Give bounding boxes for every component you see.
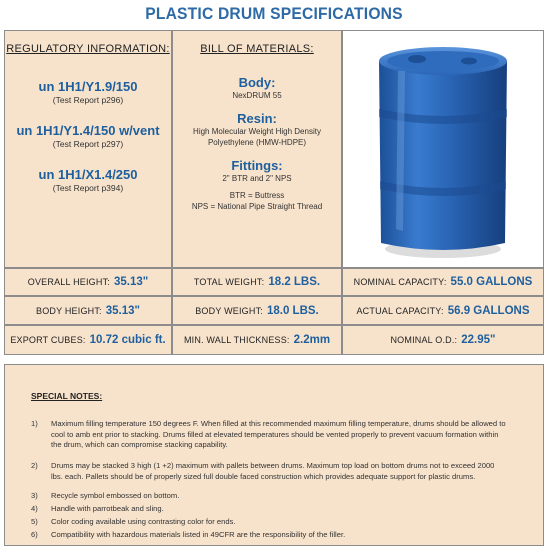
note-item — [31, 530, 506, 541]
overall-height-label: OVERALL HEIGHT: — [27, 277, 110, 287]
wall-thickness-value: 2.2mm — [293, 334, 331, 346]
regulatory-item — [5, 79, 171, 105]
nominal-od-label: NOMINAL O.D.: — [390, 335, 458, 345]
nominal-capacity-label: NOMINAL CAPACITY: — [353, 277, 447, 287]
regulatory-panel — [4, 30, 172, 268]
note-number: 6) — [31, 530, 38, 539]
drum-image-panel — [342, 30, 544, 268]
note-number: 4) — [31, 504, 38, 513]
export-cubes-value: 10.72 cubic ft. — [89, 334, 166, 346]
body-height-label: BODY HEIGHT: — [36, 305, 102, 316]
bom-fittings-title: Fittings: — [231, 158, 283, 173]
note-text: Handle with parrotbeak and sling. — [51, 504, 164, 513]
body-height-value: 35.13" — [105, 304, 140, 317]
body-weight-label: BODY WEIGHT: — [195, 305, 263, 316]
note-item — [31, 517, 506, 528]
nominal-capacity-value: 55.0 GALLONS — [450, 276, 533, 288]
overall-height-value: 35.13" — [113, 276, 149, 288]
note-item — [31, 504, 506, 515]
bom-panel — [172, 30, 342, 268]
body-weight-value: 18.0 LBS. — [266, 304, 319, 317]
note-number: 5) — [31, 517, 38, 526]
note-text: Drums may be stacked 3 high (1 +2) maximum with pallets between drums. Maximum top load on bottom drums not to exceed 2000 lbs. each. Pallets should be of properly sized full double faced construction which provides adequate support for plastic drums. — [51, 461, 495, 481]
regulatory-code: un 1H1/X1.4/250 — [38, 167, 138, 182]
regulatory-item — [5, 123, 171, 149]
actual-capacity-cell — [342, 296, 544, 325]
regulatory-item — [5, 167, 171, 193]
body-weight-cell — [172, 296, 342, 325]
spec-sheet — [4, 30, 544, 546]
regulatory-code: un 1H1/Y1.9/150 — [38, 79, 138, 94]
total-weight-value: 18.2 LBS. — [268, 276, 321, 288]
regulatory-report: (Test Report p297) — [52, 139, 124, 149]
actual-capacity-value: 56.9 GALLONS — [447, 304, 530, 317]
overall-height-cell — [4, 268, 172, 296]
total-weight-cell — [172, 268, 342, 296]
wall-thickness-label: MIN. WALL THICKNESS: — [183, 335, 290, 345]
bom-heading: BILL OF MATERIALS: — [200, 43, 314, 55]
note-number: 1) — [31, 419, 38, 428]
bom-fittings-line: BTR = Buttress — [229, 191, 285, 200]
actual-capacity-label: ACTUAL CAPACITY: — [356, 305, 444, 316]
note-text: Maximum filling temperature 150 degrees F. When filled at this recommended maximum filling temperature, drums should be allowed to cool to amb ent prior to stacking. Drums filled at elevated temperatures should be vented properly to prevent vacuum formation within the drum, which can compromise stacking capability. — [51, 419, 506, 449]
note-text: Color coding available using contrasting color for ends. — [51, 517, 236, 526]
nominal-od-value: 22.95" — [461, 334, 496, 346]
total-weight-label: TOTAL WEIGHT: — [193, 277, 265, 287]
nominal-od-cell — [342, 325, 544, 355]
note-text: Compatibility with hazardous materials listed in 49CFR are the responsibility of the filler. — [51, 530, 346, 539]
bom-resin-title: Resin: — [237, 111, 277, 126]
regulatory-report: (Test Report p296) — [52, 95, 124, 105]
special-notes-heading: SPECIAL NOTES: — [31, 391, 103, 401]
note-item — [31, 419, 506, 451]
bom-fittings-line: NPS = National Pipe Straight Thread — [191, 202, 323, 211]
special-notes-panel — [4, 364, 544, 546]
note-text: Recycle symbol embossed on bottom. — [51, 491, 180, 500]
note-number: 3) — [31, 491, 38, 500]
bom-resin-line: High Molecular Weight High Density — [193, 127, 321, 136]
body-height-cell — [4, 296, 172, 325]
bom-body-text: NexDRUM 55 — [232, 91, 282, 100]
page-title: PLASTIC DRUM SPECIFICATIONS — [145, 4, 403, 23]
regulatory-report: (Test Report p394) — [52, 183, 124, 193]
blue-plastic-drum-icon — [343, 31, 543, 267]
bom-fittings-line: 2" BTR and 2" NPS — [222, 174, 292, 183]
bom-body-title: Body: — [238, 75, 276, 90]
note-item — [31, 461, 506, 482]
regulatory-heading: REGULATORY INFORMATION: — [6, 43, 170, 55]
export-cubes-label: EXPORT CUBES: — [10, 335, 86, 345]
export-cubes-cell — [4, 325, 172, 355]
note-number: 2) — [31, 461, 38, 470]
regulatory-code: un 1H1/Y1.4/150 w/vent — [16, 123, 160, 138]
nominal-capacity-cell — [342, 268, 544, 296]
note-item — [31, 491, 506, 502]
bom-resin-line: Polyethylene (HMW-HDPE) — [207, 138, 307, 147]
wall-thickness-cell — [172, 325, 342, 355]
